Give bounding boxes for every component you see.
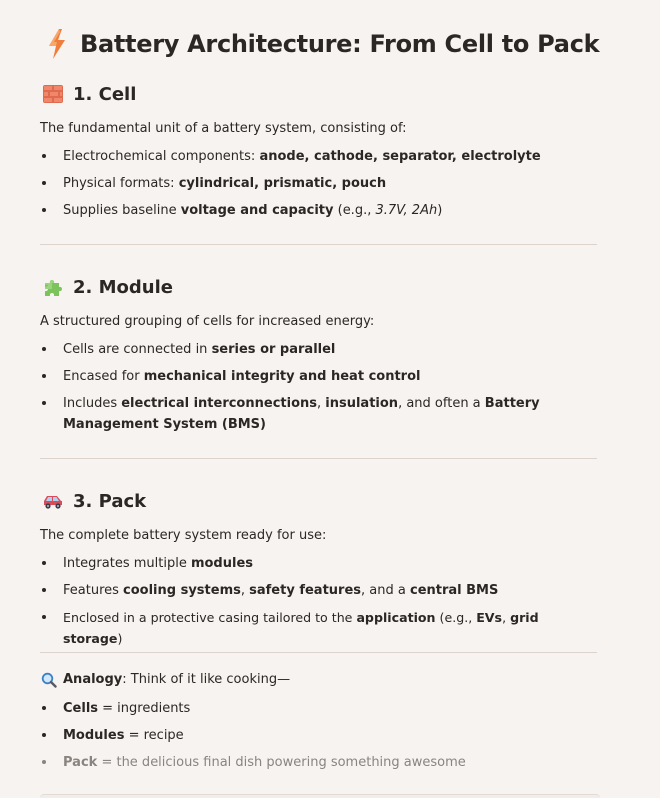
bullet-list — [40, 553, 597, 649]
puzzle-piece-icon — [42, 276, 64, 298]
list-item-bold: electrical interconnections — [121, 396, 317, 411]
section-intro: The fundamental unit of a battery system, consisting of: — [40, 121, 407, 136]
analogy-text: : Think of it like cooking— — [122, 672, 291, 687]
list-item — [40, 580, 597, 601]
section-heading — [40, 274, 597, 300]
list-item-text: , and a — [361, 583, 410, 598]
list-item — [40, 366, 597, 387]
lightning-bolt-icon — [46, 28, 68, 60]
list-item-bold: cylindrical, prismatic, pouch — [178, 176, 387, 191]
section-cell — [40, 81, 597, 221]
list-item — [40, 725, 597, 746]
list-item-bold: series or parallel — [211, 342, 336, 357]
list-item-bold: application — [356, 610, 436, 625]
divider — [40, 244, 597, 245]
list-item-text: Enclosed in a protective casing tailored to the — [63, 610, 357, 625]
list-item-text: , and often a — [398, 396, 485, 411]
page-title — [46, 28, 599, 60]
car-icon — [42, 490, 64, 512]
section-intro: The complete battery system ready for use: — [40, 528, 327, 543]
divider — [40, 458, 597, 459]
list-item-bold: safety features — [249, 583, 362, 598]
list-item-text: Electrochemical components: — [63, 149, 260, 164]
section-module — [40, 274, 597, 435]
analogy-line — [40, 671, 597, 689]
bullet-list — [40, 339, 597, 435]
list-item-text: Physical formats: — [63, 176, 179, 191]
list-item — [40, 173, 597, 194]
list-item-text: = the delicious final dish powering something awesome — [97, 755, 466, 770]
input-panel-edge — [40, 794, 600, 798]
list-item — [40, 698, 597, 719]
list-item-bold: modules — [190, 556, 254, 571]
list-item-bold: mechanical integrity and heat control — [143, 369, 421, 384]
section-heading-text: 2. Module — [73, 276, 173, 298]
list-item-bold: Cells — [63, 701, 99, 716]
list-item-text: (e.g., — [333, 203, 376, 218]
section-analogy — [40, 671, 597, 773]
bullet-list — [40, 698, 597, 773]
list-item-bold: Modules — [63, 728, 125, 743]
list-item-text: Features — [63, 583, 124, 598]
list-item-bold: central BMS — [409, 583, 499, 598]
list-item — [40, 752, 597, 773]
list-item-bold: Battery Management System (BMS) — [63, 396, 540, 432]
list-item — [40, 146, 597, 167]
list-item-text: (e.g., — [435, 610, 477, 625]
section-heading-text: 1. Cell — [73, 83, 137, 105]
list-item-text: Includes — [63, 396, 122, 411]
section-heading — [40, 81, 597, 107]
magnifying-glass-icon — [41, 672, 57, 688]
list-item-text: = recipe — [124, 728, 184, 743]
title-text: Battery Architecture: From Cell to Pack — [80, 30, 600, 58]
list-item-text: , — [317, 396, 326, 411]
list-item-text: Encased for — [63, 369, 144, 384]
list-item-text: = ingredients — [98, 701, 191, 716]
list-item-text: , — [502, 610, 511, 625]
brick-icon — [42, 83, 64, 105]
list-item-bold: EVs — [476, 610, 503, 625]
section-heading-text: 3. Pack — [73, 490, 147, 512]
section-pack — [40, 488, 597, 649]
list-item-text: Cells are connected in — [63, 342, 212, 357]
list-item-text: ) — [437, 203, 443, 218]
list-item-bold: Pack — [63, 755, 98, 770]
list-item-italic: 3.7V, 2Ah — [375, 203, 438, 218]
bullet-list — [40, 146, 597, 221]
list-item-text: , — [240, 583, 250, 598]
section-intro: A structured grouping of cells for increased energy: — [40, 314, 375, 329]
list-item-bold: anode, cathode, separator, electrolyte — [259, 149, 541, 164]
list-item — [40, 553, 597, 574]
list-item — [40, 393, 597, 435]
list-item-bold: voltage and capacity — [180, 203, 334, 218]
section-heading — [40, 488, 597, 514]
list-item-bold: cooling systems — [123, 583, 241, 598]
list-item-text: Supplies baseline — [63, 203, 181, 218]
list-item — [40, 339, 597, 360]
list-item-bold: insulation — [325, 396, 399, 411]
list-item — [40, 607, 597, 649]
list-item-bold: grid storage — [63, 610, 539, 646]
divider — [40, 652, 597, 653]
analogy-label: Analogy — [63, 672, 123, 687]
list-item — [40, 200, 597, 221]
list-item-text: Integrates multiple — [63, 556, 191, 571]
list-item-text: ) — [117, 631, 123, 646]
